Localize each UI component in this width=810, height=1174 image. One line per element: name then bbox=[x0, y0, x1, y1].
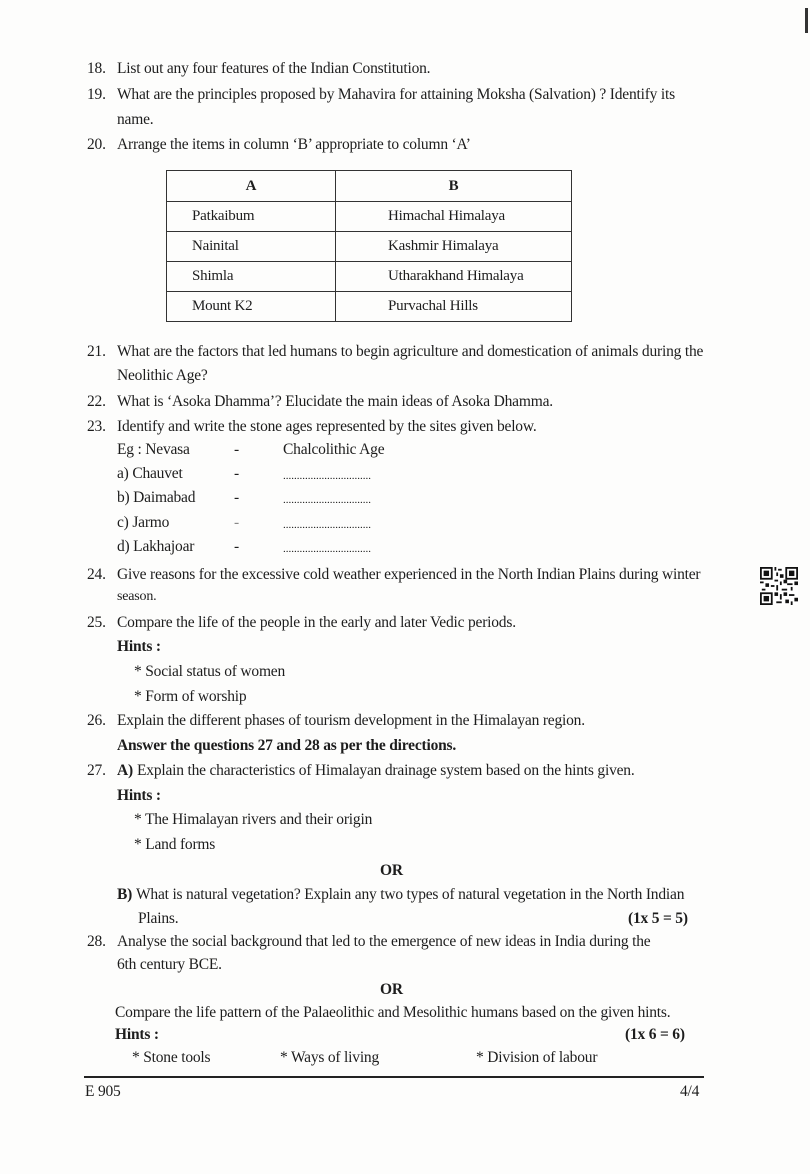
table-row bbox=[167, 292, 572, 322]
question-number: 19. bbox=[87, 86, 106, 103]
hint-item: * Social status of women bbox=[134, 663, 286, 680]
question-text-cont: Neolithic Age? bbox=[117, 367, 208, 384]
page-edge-mark bbox=[805, 8, 808, 33]
option-b-label: B) bbox=[117, 886, 133, 903]
cell-a: Nainital bbox=[167, 232, 336, 262]
hints-label: Hints : bbox=[117, 787, 161, 804]
hint-item: * Stone tools bbox=[132, 1049, 211, 1066]
or-divider: OR bbox=[380, 981, 403, 998]
hint-item: * Division of labour bbox=[476, 1049, 598, 1066]
hint-item: * Ways of living bbox=[280, 1049, 380, 1066]
hint-item: * The Himalayan rivers and their origin bbox=[134, 811, 373, 828]
answer-blank: ................................ bbox=[283, 470, 371, 482]
question-number: 20. bbox=[87, 136, 106, 153]
site-label: d) Lakhajoar bbox=[117, 538, 195, 555]
matching-table bbox=[166, 170, 572, 322]
answer-blank: ................................ bbox=[283, 543, 371, 555]
question-number: 24. bbox=[87, 566, 106, 583]
question-number: 28. bbox=[87, 933, 106, 950]
question-number: 23. bbox=[87, 418, 106, 435]
or-divider: OR bbox=[380, 862, 403, 879]
cell-a: Shimla bbox=[167, 262, 336, 292]
dash: - bbox=[234, 441, 239, 458]
site-label: c) Jarmo bbox=[117, 514, 170, 531]
question-text: What are the principles proposed by Mahavira for attaining Moksha (Salvation) ? Identify its bbox=[117, 86, 675, 103]
question-text: Analyse the social background that led to the emergence of new ideas in India during the bbox=[117, 933, 651, 950]
qr-code-icon bbox=[760, 567, 798, 605]
table-row bbox=[167, 232, 572, 262]
question-text-cont: season. bbox=[117, 589, 157, 604]
column-a-header: A bbox=[167, 171, 336, 202]
site-label: a) Chauvet bbox=[117, 465, 183, 482]
option-b-text-cont: Plains. bbox=[138, 910, 179, 927]
question-text: List out any four features of the Indian Constitution. bbox=[117, 60, 431, 77]
question-text: Identify and write the stone ages represented by the sites given below. bbox=[117, 418, 537, 435]
question-number: 22. bbox=[87, 393, 106, 410]
option-a-text: Explain the characteristics of Himalayan drainage system based on the hints given. bbox=[137, 762, 635, 779]
answer-blank: ................................ bbox=[283, 494, 371, 506]
table-row bbox=[167, 202, 572, 232]
question-number: 26. bbox=[87, 712, 106, 729]
paper-code: E 905 bbox=[85, 1083, 121, 1100]
question-text-cont: name. bbox=[117, 111, 154, 128]
hints-label: Hints : bbox=[117, 638, 161, 655]
cell-a: Patkaibum bbox=[167, 202, 336, 232]
question-number: 27. bbox=[87, 762, 106, 779]
hints-label: Hints : bbox=[115, 1026, 159, 1043]
marks: (1x 5 = 5) bbox=[628, 910, 688, 927]
table-row bbox=[167, 262, 572, 292]
dash: - bbox=[234, 538, 239, 555]
cell-b: Purvachal Hills bbox=[336, 292, 572, 322]
column-b-header: B bbox=[336, 171, 572, 202]
site-answer: Chalcolithic Age bbox=[283, 441, 385, 458]
cell-b: Utharakhand Himalaya bbox=[336, 262, 572, 292]
option-a-label: A) bbox=[117, 762, 133, 779]
question-text: Explain the different phases of tourism development in the Himalayan region. bbox=[117, 712, 585, 729]
question-text: What are the factors that led humans to begin agriculture and domestication of animals during the bbox=[117, 343, 704, 360]
question-number: 25. bbox=[87, 614, 106, 631]
section-instruction: Answer the questions 27 and 28 as per the directions. bbox=[117, 737, 457, 754]
page-number: 4/4 bbox=[680, 1083, 700, 1100]
question-number: 21. bbox=[87, 343, 106, 360]
footer-rule bbox=[84, 1076, 704, 1078]
hint-item: * Form of worship bbox=[134, 688, 247, 705]
alternate-question-text: Compare the life pattern of the Palaeolithic and Mesolithic humans based on the given hints. bbox=[115, 1004, 671, 1021]
question-text: What is ‘Asoka Dhamma’? Elucidate the main ideas of Asoka Dhamma. bbox=[117, 393, 553, 410]
question-text: Compare the life of the people in the early and later Vedic periods. bbox=[117, 614, 516, 631]
question-text: Arrange the items in column ‘B’ appropriate to column ‘A’ bbox=[117, 136, 471, 153]
site-label: b) Daimabad bbox=[117, 489, 196, 506]
cell-b: Himachal Himalaya bbox=[336, 202, 572, 232]
cell-b: Kashmir Himalaya bbox=[336, 232, 572, 262]
question-number: 18. bbox=[87, 60, 106, 77]
hint-item: * Land forms bbox=[134, 836, 216, 853]
option-b-text: What is natural vegetation? Explain any two types of natural vegetation in the North Indian bbox=[136, 886, 685, 903]
answer-blank: ................................ bbox=[283, 519, 371, 531]
dash: - bbox=[234, 465, 239, 482]
question-text: Give reasons for the excessive cold weather experienced in the North Indian Plains during winter bbox=[117, 566, 701, 583]
question-text-cont: 6th century BCE. bbox=[117, 956, 222, 973]
site-label: Eg : Nevasa bbox=[117, 441, 190, 458]
dash: - bbox=[234, 514, 239, 531]
cell-a: Mount K2 bbox=[167, 292, 336, 322]
dash: - bbox=[234, 489, 239, 506]
marks: (1x 6 = 6) bbox=[625, 1026, 685, 1043]
